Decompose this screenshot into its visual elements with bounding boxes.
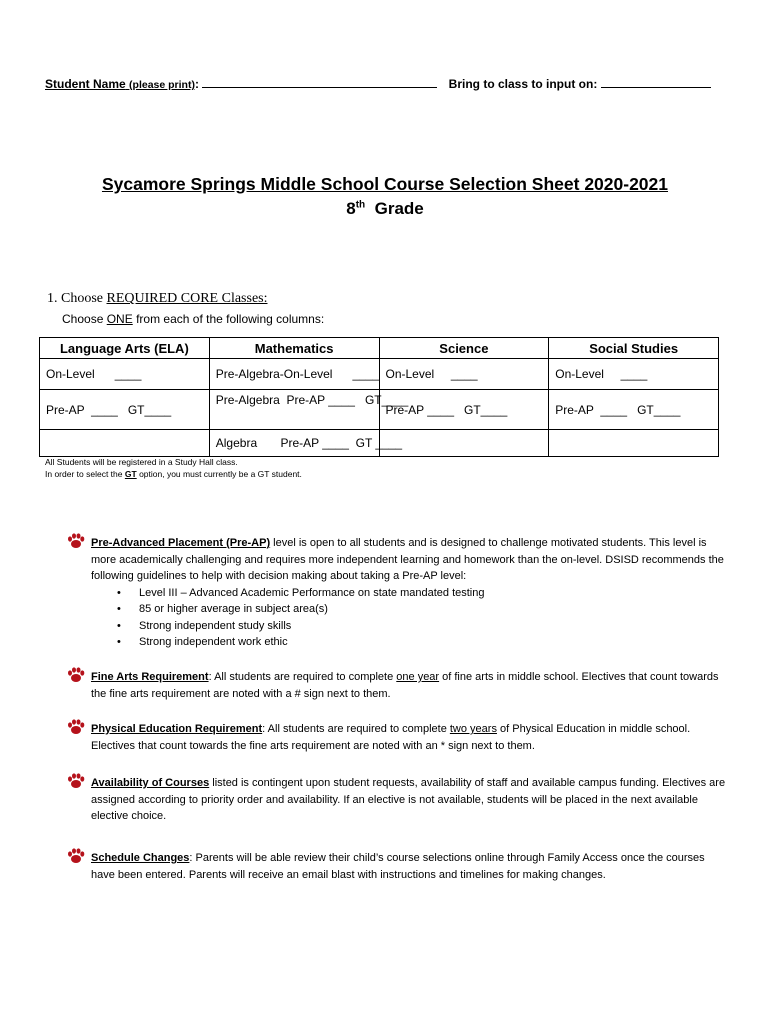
table-cell[interactable]: Pre-AP ____ GT____ [379,390,549,430]
info-item-physical-education: Physical Education Requirement: All students are required to complete two years of Physical Education in middle school. Electives that count towards the fine arts requirement are noted with an * sign next to them. [66,721,726,754]
paw-print-icon [66,665,86,685]
column-header-math: Mathematics [209,338,379,359]
info-item-availability: Availability of Courses listed is contingent upon student requests, availability of staff and available campus funding. Electives are assigned according to priority order and availability. If an elective is not available, students will be placed in the next available elective choice. [66,775,726,825]
table-cell[interactable]: Pre-AP ____ GT____ [549,390,719,430]
section-instruction: Choose ONE from each of the following columns: [62,312,325,326]
table-cell [379,430,549,457]
table-cell[interactable]: On-Level ____ [379,359,549,390]
column-header-ela: Language Arts (ELA) [40,338,210,359]
table-cell[interactable]: Pre-Algebra-On-Level ____ [209,359,379,390]
table-cell[interactable]: Pre-Algebra Pre-AP ____ GT____ [209,390,379,430]
table-row [40,390,719,430]
paw-print-icon [66,846,86,866]
table-row [40,359,719,390]
table-row [40,430,719,457]
list-item: • Strong independent work ethic [139,634,726,651]
paw-print-icon [66,717,86,737]
table-cell[interactable]: Pre-AP ____ GT____ [40,390,210,430]
list-item: • Level III – Advanced Academic Performance on state mandated testing [139,585,726,602]
table-notes [45,456,302,480]
column-header-social-studies: Social Studies [549,338,719,359]
info-item-fine-arts: Fine Arts Requirement: All students are required to complete one year of fine arts in middle school. Electives that count towards the fine arts requirement are noted with a # sign next to them. [66,669,726,702]
core-classes-table [39,337,719,457]
info-item-pre-ap: Pre-Advanced Placement (Pre-AP) level is open to all students and is designed to challenge motivated students. This level is more academically challenging and requires more independent learning and homework than the on-level. DSISD recommends the following guidelines to help with decision making about taking a Pre-AP level: • Level III – Advanced Academic Performance on state mandated testing • 85 or higher average in subject area(s) • Strong independent study skills • Strong independent work ethic [66,535,726,651]
pre-ap-guidelines [91,585,726,651]
grade-heading: 8th Grade [346,199,424,218]
bring-label: Bring to class to input on [448,77,594,91]
paw-print-icon [66,771,86,791]
note-study-hall: All Students will be registered in a Study Hall class. [45,457,238,467]
column-header-science: Science [379,338,549,359]
student-name-field[interactable] [202,77,437,88]
page-title: Sycamore Springs Middle School Course Selection Sheet 2020-2021 [101,174,669,194]
table-cell [549,430,719,457]
paw-print-icon [66,531,86,551]
table-cell[interactable]: Algebra Pre-AP ____ GT ____ [209,430,379,457]
bring-date-field[interactable] [601,77,711,88]
table-cell [40,430,210,457]
info-item-schedule-changes: Schedule Changes: Parents will be able review their child’s course selections online through Family Access once the courses have been entered. Parents will receive an email blast with instructions and timelines for making changes. [66,850,726,883]
table-cell[interactable]: On-Level ____ [40,359,210,390]
student-name-label: Student Name (please print) [45,77,195,91]
list-item: • 85 or higher average in subject area(s) [139,601,726,618]
note-gt: In order to select the GT option, you must currently be a GT student. [45,469,302,479]
table-cell[interactable]: On-Level ____ [549,359,719,390]
header-line: Student Name (please print): Bring to class to input on: [45,77,725,91]
list-item: • Strong independent study skills [139,618,726,635]
section-heading: 1. Choose REQUIRED CORE Classes: [47,291,268,306]
